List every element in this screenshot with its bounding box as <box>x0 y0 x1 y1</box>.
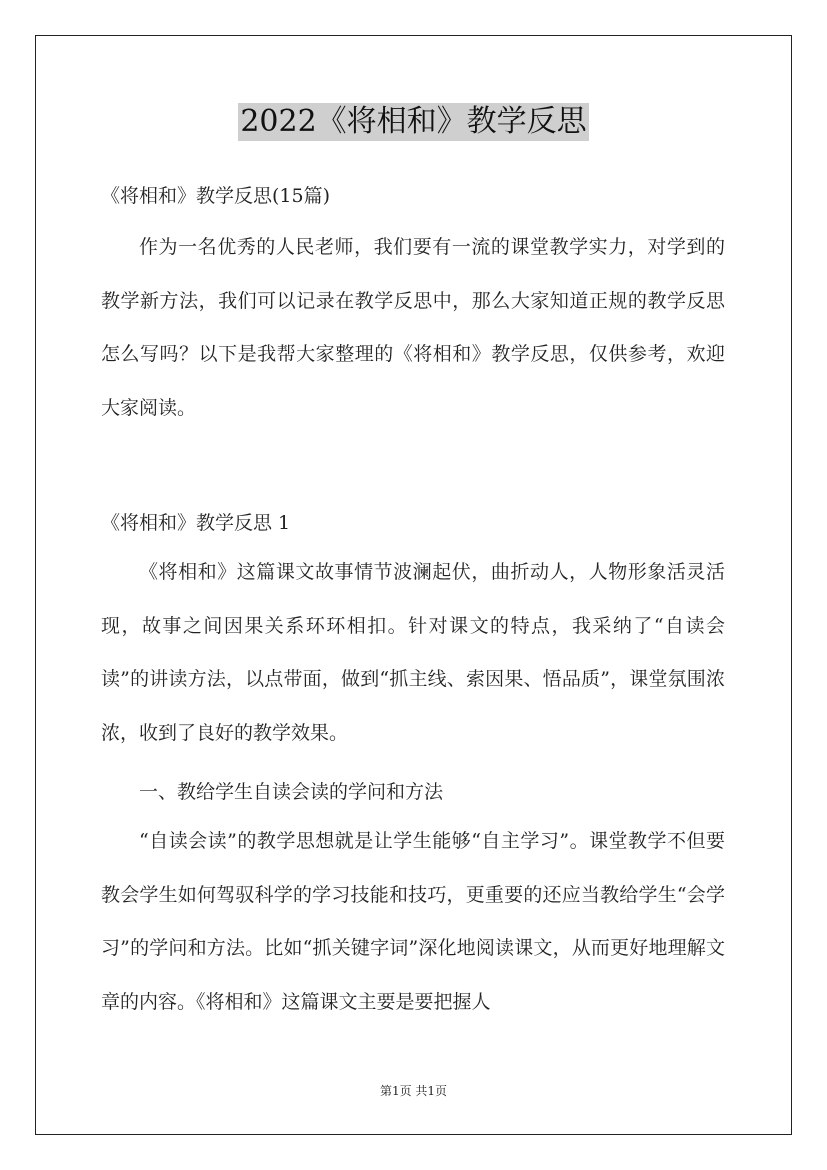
document-subtitle: 《将相和》教学反思(15篇) <box>101 185 331 207</box>
title-container <box>0 103 827 141</box>
intro-paragraph: 作为一名优秀的人民老师，我们要有一流的课堂教学实力，对学到的教学新方法，我们可以记录在教学反思中，那么大家知道正规的教学反思怎么写吗？以下是我帮大家整理的《将相和》教学反思，仅供参考，欢迎大家阅读。 <box>101 236 725 419</box>
body-paragraph-2: “自读会读”的教学思想就是让学生能够“自主学习”。课堂教学不但要教会学生如何驾驭科学的学习技能和技巧，更重要的还应当教给学生“会学习”的学问和方法。比如“抓关键字词”深化地阅读课文，从而更好地理解文章的内容。《将相和》这篇课文主要是要把握人 <box>101 830 725 1013</box>
page-footer: 第1页 共1页 <box>379 1084 448 1098</box>
section-heading: 《将相和》教学反思 1 <box>101 512 291 534</box>
document-title: 2022《将相和》教学反思 <box>240 104 587 139</box>
subheading-1: 一、教给学生自读会读的学问和方法 <box>139 781 444 803</box>
body-paragraph-1: 《将相和》这篇课文故事情节波澜起伏，曲折动人，人物形象活灵活现，故事之间因果关系环环相扣。针对课文的特点，我采纳了“自读会读”的讲读方法，以点带面，做到“抓主线、索因果、悟品质”，课堂氛围浓浓，收到了良好的教学效果。 <box>101 561 725 744</box>
